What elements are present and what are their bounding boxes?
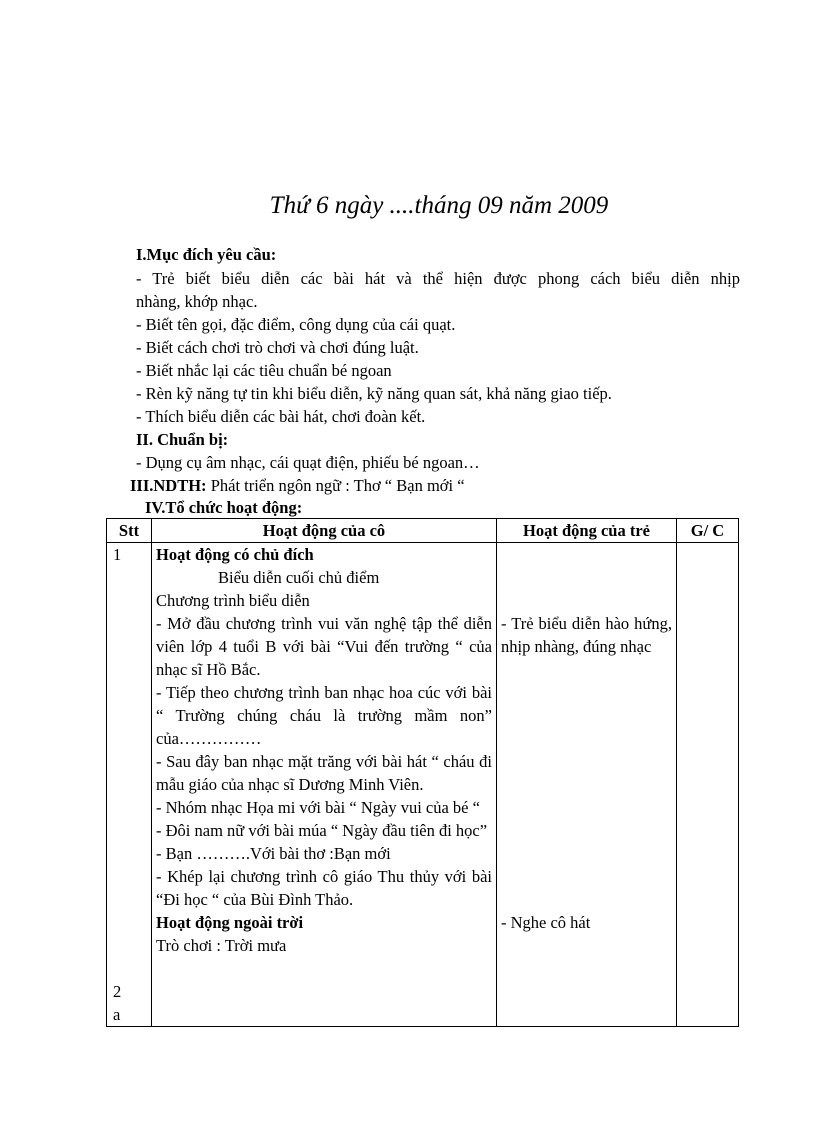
objective-line: - Biết nhắc lại các tiêu chuẩn bé ngoan bbox=[136, 361, 392, 380]
section1-heading: I.Mục đích yêu cầu: bbox=[136, 245, 277, 264]
header-teacher: Hoạt động của cô bbox=[152, 519, 497, 543]
child-response: - Nghe cô hát bbox=[501, 913, 591, 932]
program-item: - Tiếp theo chương trình ban nhạc hoa cúc với bài “ Trường chúng cháu là trường mầm non” của…………… bbox=[156, 683, 492, 748]
program-item: - Bạn ……….Với bài thơ :Bạn mới bbox=[156, 844, 391, 863]
header-gc: G/ C bbox=[677, 519, 739, 543]
preparation-line: - Dụng cụ âm nhạc, cái quạt điện, phiếu bé ngoan… bbox=[136, 453, 480, 472]
table-row bbox=[107, 543, 739, 1027]
section3-text: Phát triển ngôn ngữ : Thơ “ Bạn mới “ bbox=[206, 476, 465, 495]
activity-subtitle: Biểu diễn cuối chủ điểm bbox=[218, 568, 380, 587]
program-item: - Sau đây ban nhạc mặt trăng với bài hát “ cháu đi mẫu giáo của nhạc sĩ Dương Minh Viên. bbox=[156, 752, 492, 794]
objective-line: - Biết cách chơi trò chơi và chơi đúng luật. bbox=[136, 338, 419, 357]
activity-table bbox=[106, 518, 739, 1027]
outdoor-heading: Hoạt động ngoài trời bbox=[156, 913, 304, 932]
stt-a: a bbox=[113, 1005, 121, 1024]
child-response: - Trẻ biểu diễn hào hứng, nhịp nhàng, đúng nhạc bbox=[501, 614, 672, 656]
section2-heading: II. Chuẩn bị: bbox=[136, 430, 229, 449]
gc-cell bbox=[677, 543, 739, 1027]
teacher-activity-cell bbox=[152, 543, 497, 1027]
objective-line: - Trẻ biết biểu diễn các bài hát và thể hiện được phong cách biểu diễn nhịp bbox=[136, 269, 740, 288]
stt-cell bbox=[107, 543, 152, 1027]
program-item: - Nhóm nhạc Họa mi với bài “ Ngày vui của bé “ bbox=[156, 798, 480, 817]
objective-line: nhàng, khớp nhạc. bbox=[136, 292, 258, 311]
header-stt: Stt bbox=[107, 519, 152, 543]
program-item: - Khép lại chương trình cô giáo Thu thủy với bài “Đi học “ của Bùi Đình Thảo. bbox=[156, 867, 492, 909]
program-item: - Đôi nam nữ với bài múa “ Ngày đầu tiên đi học” bbox=[156, 821, 488, 840]
page-title: Thứ 6 ngày ....tháng 09 năm 2009 bbox=[269, 192, 609, 219]
objective-line: - Biết tên gọi, đặc điểm, công dụng của cái quạt. bbox=[136, 315, 456, 334]
stt-1: 1 bbox=[113, 545, 122, 564]
child-activity-cell bbox=[497, 543, 677, 1027]
program-label: Chương trình biểu diễn bbox=[156, 591, 310, 610]
header-child: Hoạt động của trẻ bbox=[497, 519, 677, 543]
table-header-row bbox=[107, 519, 739, 543]
section4-heading: IV.Tổ chức hoạt động: bbox=[145, 498, 303, 517]
section3-heading: III.NDTH: bbox=[130, 476, 207, 495]
objective-line: - Thích biểu diễn các bài hát, chơi đoàn kết. bbox=[136, 407, 426, 426]
section3-line bbox=[130, 475, 734, 498]
activity-heading: Hoạt động có chủ đích bbox=[156, 545, 314, 564]
game-label: Trò chơi : Trời mưa bbox=[156, 936, 287, 955]
stt-2: 2 bbox=[113, 982, 122, 1001]
objective-line: - Rèn kỹ năng tự tin khi biểu diễn, kỹ năng quan sát, khả năng giao tiếp. bbox=[136, 384, 612, 403]
program-item: - Mở đầu chương trình vui văn nghệ tập thể diễn viên lớp 4 tuổi B với bài “Vui đến trường “ của nhạc sĩ Hồ Bắc. bbox=[156, 614, 492, 679]
